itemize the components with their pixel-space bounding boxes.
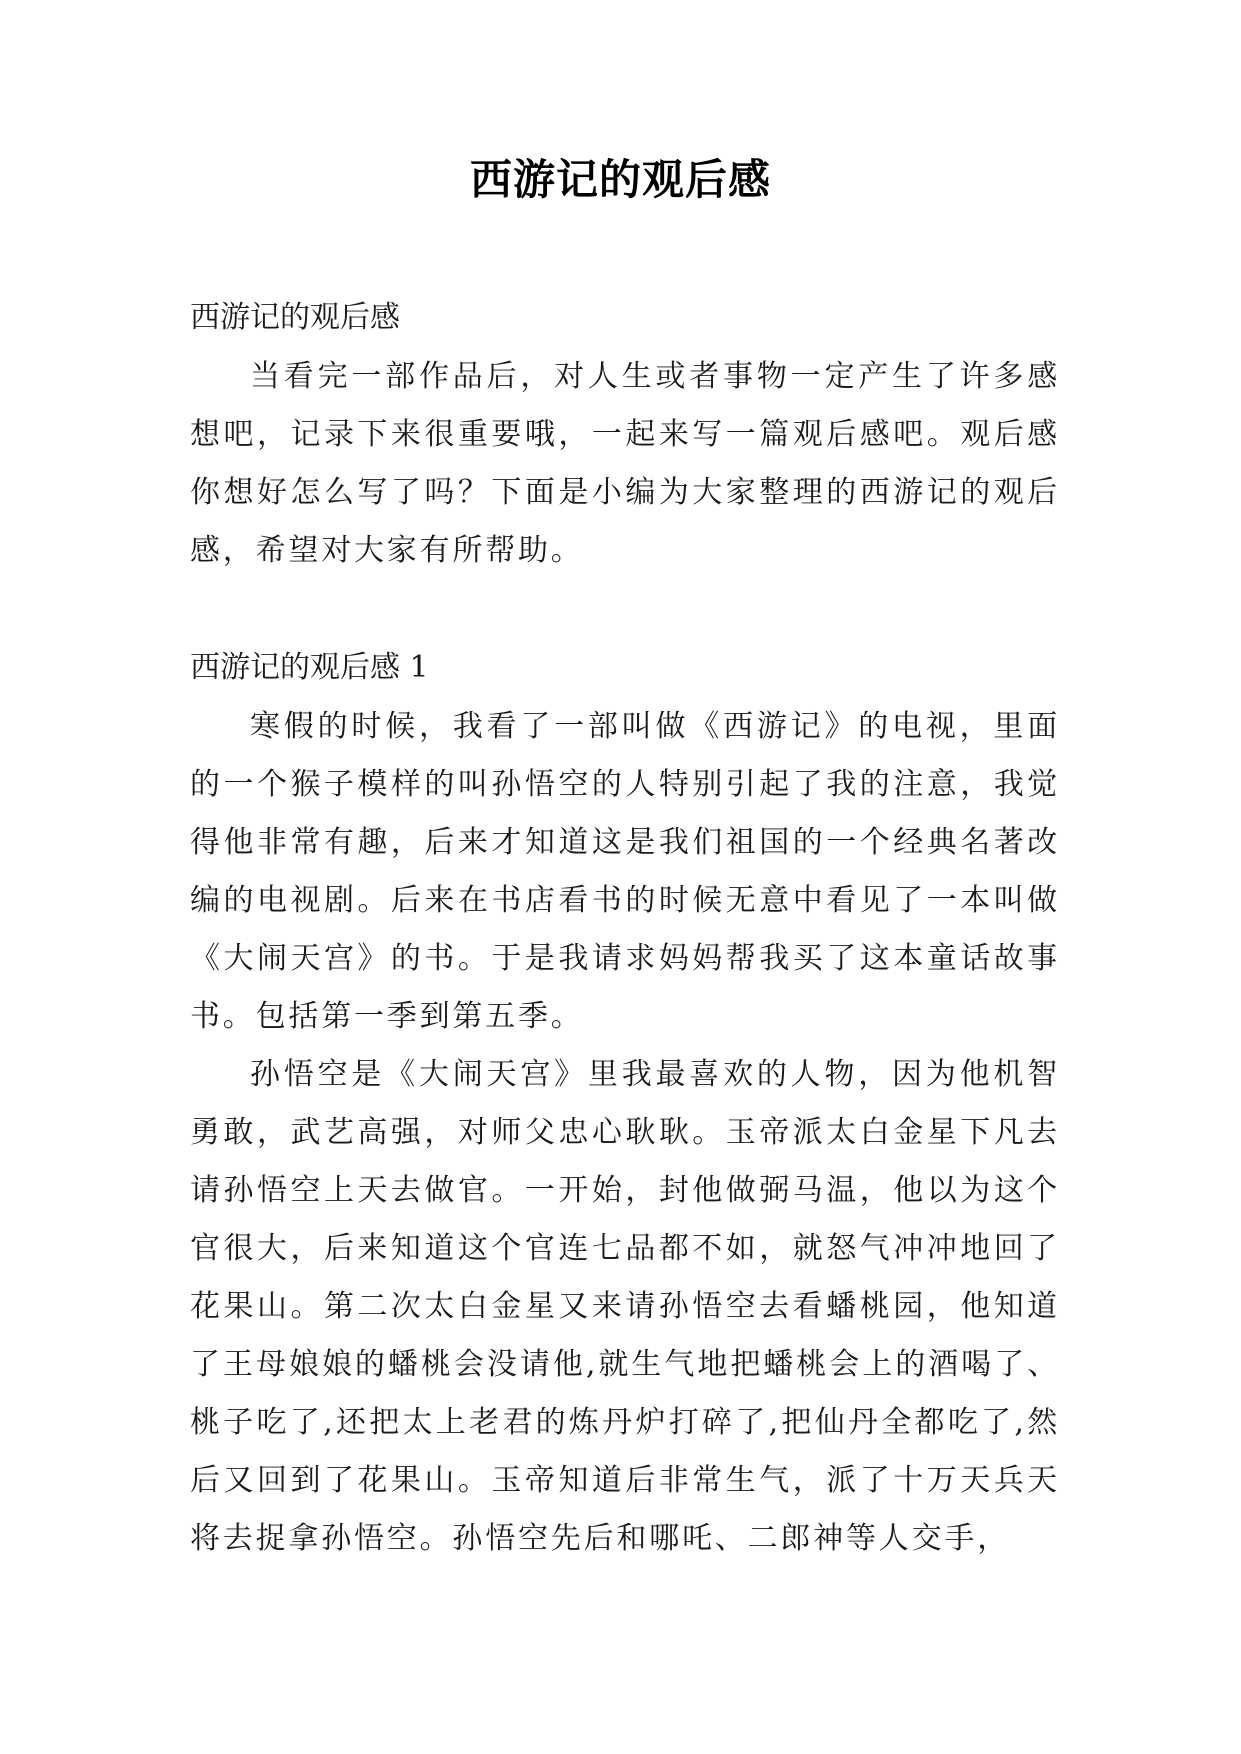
document-title: 西游记的观后感	[469, 155, 771, 204]
intro-heading: 西游记的观后感	[190, 300, 400, 335]
body-paragraph: 寒假的时候，我看了一部叫做《西游记》的电视，里面的一个猴子模样的叫孙悟空的人特别引起了我的注意，我觉得他非常有趣，后来才知道这是我们祖国的一个经典名著改编的电视剧。后来在书店看书的时候无意中看见了一本叫做《大闹天宫》的书。于是我请求妈妈帮我买了这本童话故事书。包括第一季到第五季。	[190, 709, 1060, 1034]
intro-paragraph: 当看完一部作品后，对人生或者事物一定产生了许多感想吧，记录下来很重要哦，一起来写一篇观后感吧。观后感你想好怎么写了吗？下面是小编为大家整理的西游记的观后感，希望对大家有所帮助。	[190, 359, 1060, 568]
section-spacer	[190, 580, 1060, 638]
document-body	[190, 288, 1060, 1568]
body-paragraph: 孙悟空是《大闹天宫》里我最喜欢的人物，因为他机智勇敢，武艺高强，对师父忠心耿耿。玉帝派太白金星下凡去请孙悟空上天去做官。一开始，封他做弼马温，他以为这个官很大，后来知道这个官连七品都不如，就怒气冲冲地回了花果山。第二次太白金星又来请孙悟空去看蟠桃园，他知道了王母娘娘的蟠桃会没请他,就生气地把蟠桃会上的酒喝了、桃子吃了,还把太上老君的炼丹炉打碎了,把仙丹全都吃了,然后又回到了花果山。玉帝知道后非常生气，派了十万天兵天将去捉拿孙悟空。孙悟空先后和哪吒、二郎神等人交手，	[190, 1057, 1060, 1556]
section-heading: 西游记的观后感 1	[190, 650, 429, 685]
